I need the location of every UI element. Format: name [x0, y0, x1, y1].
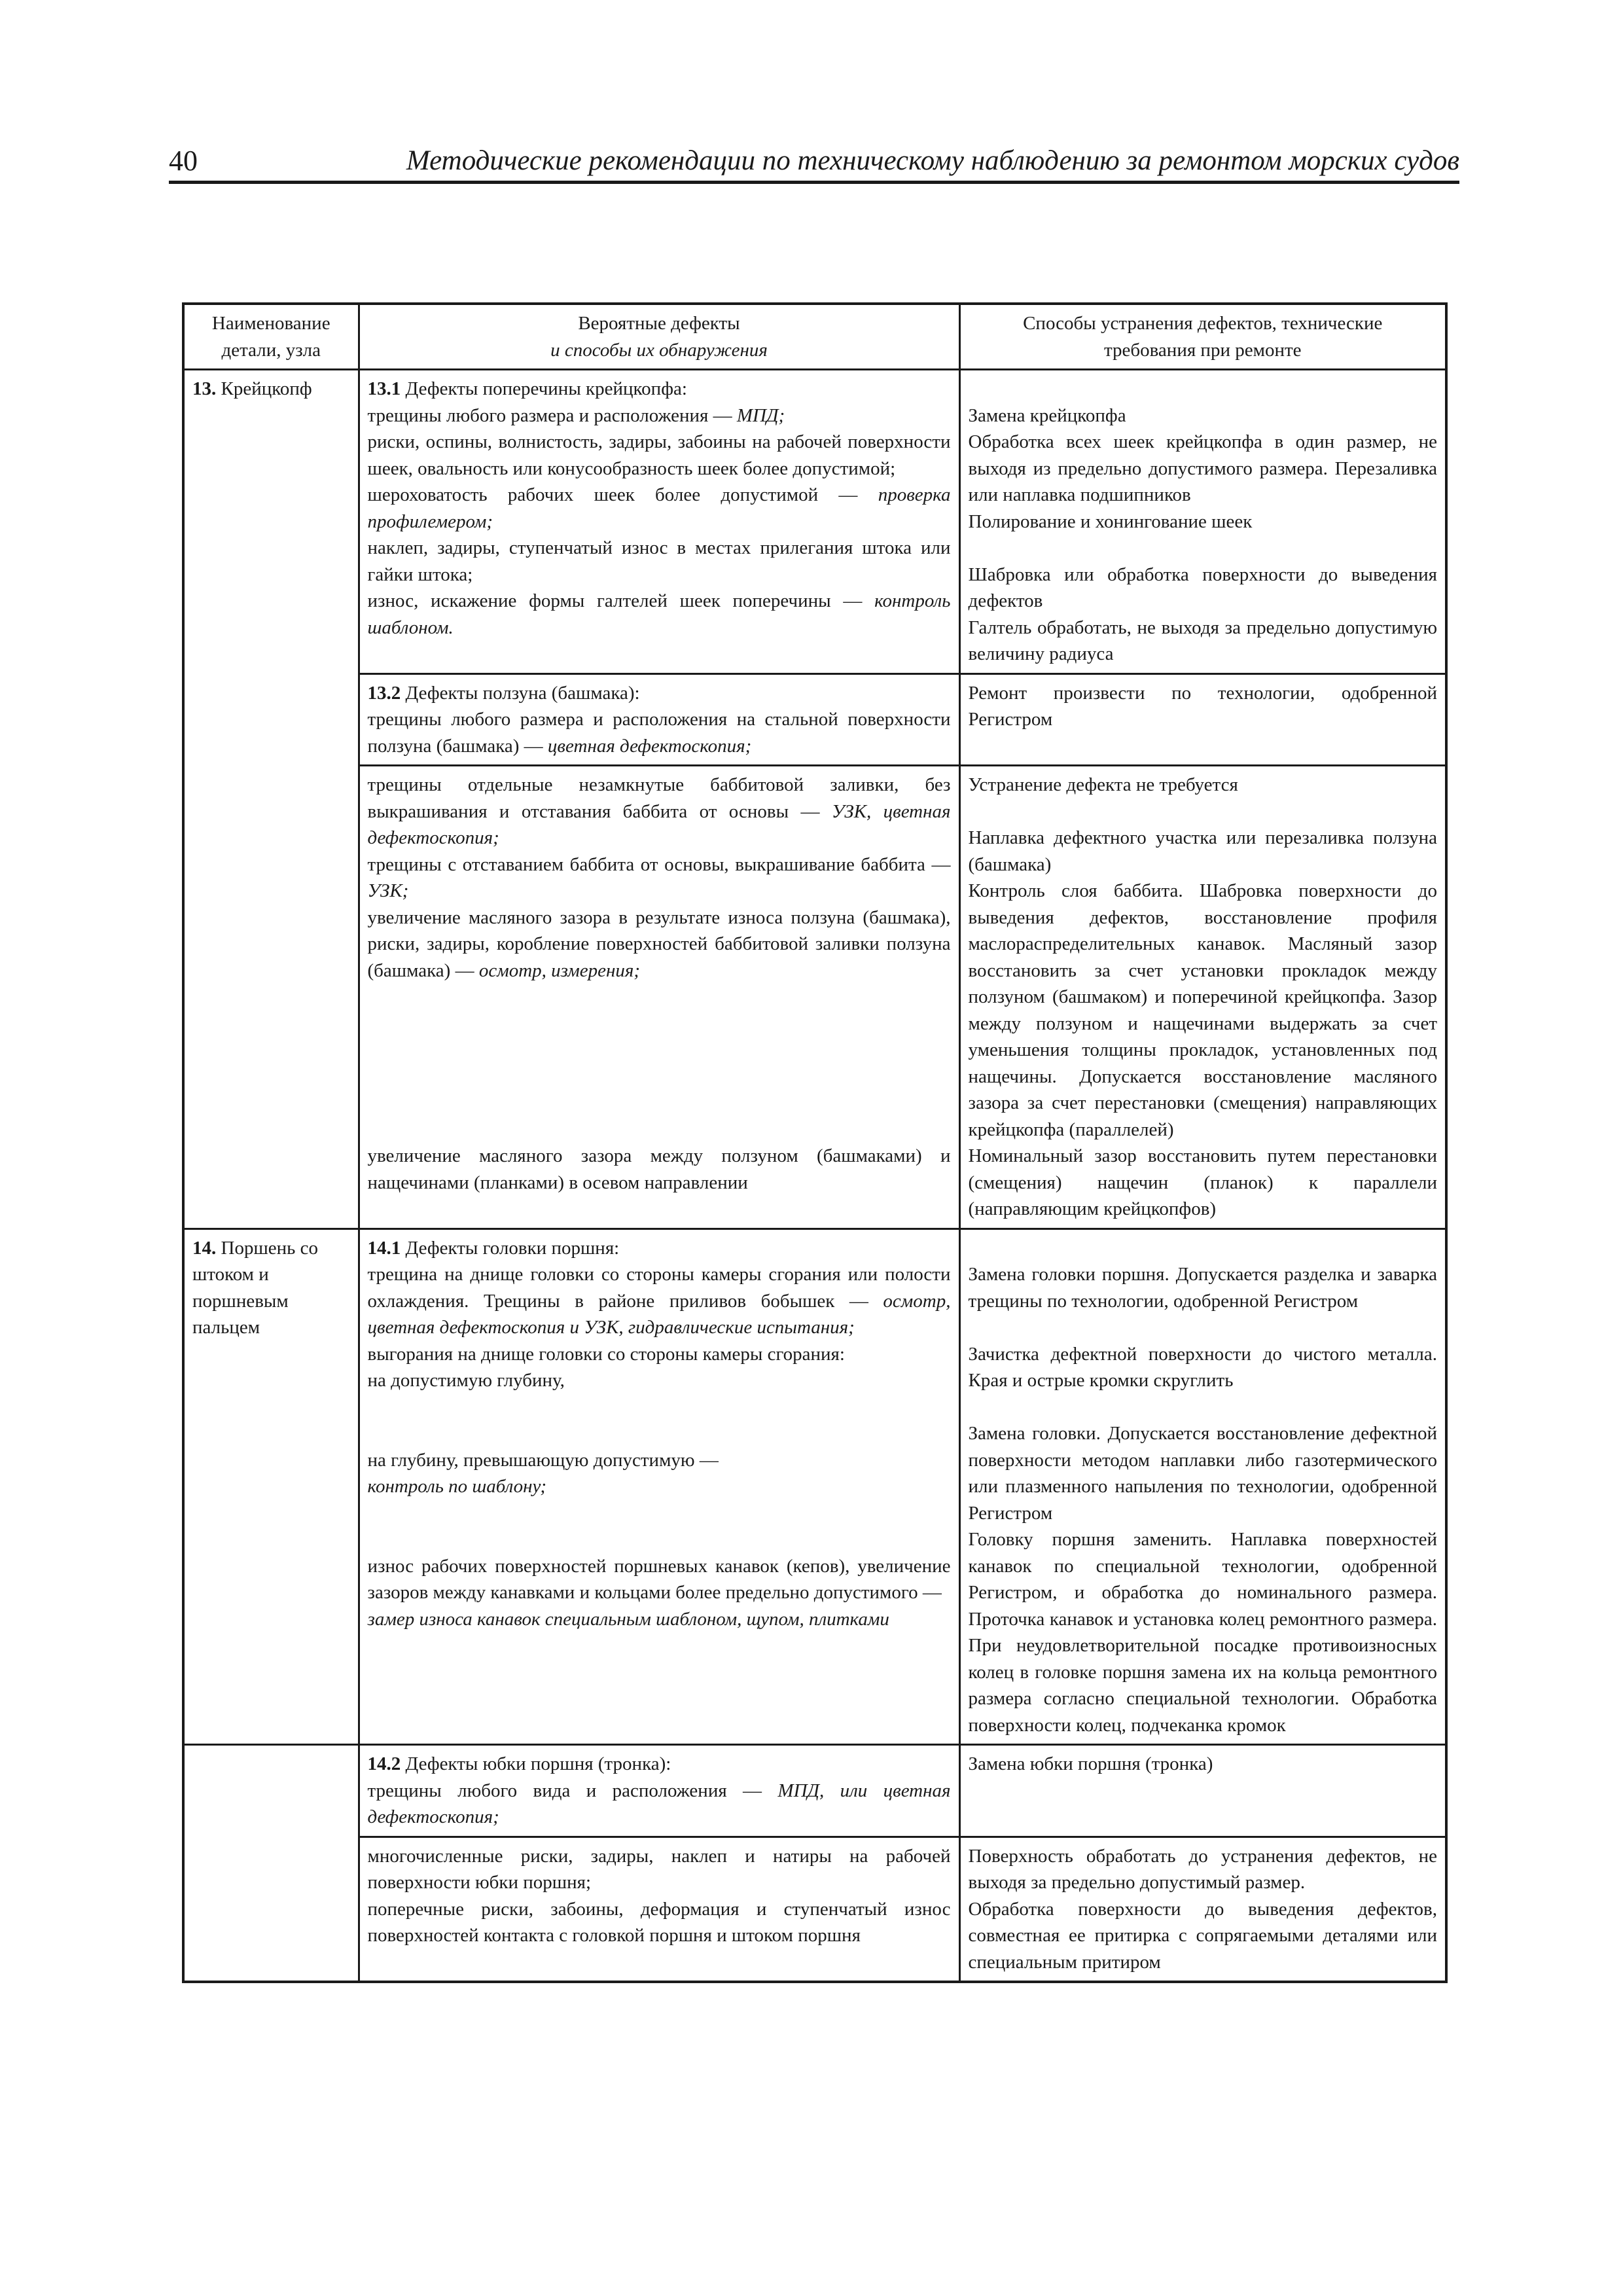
remedies-cell: [959, 1229, 1446, 1745]
remedy-item: Поверхность обработать до устранения дефектов, не выходя за предельно допустимый размер.: [968, 1845, 1437, 1893]
table-row: [183, 1229, 1446, 1745]
defect-item: наклеп, задиры, ступенчатый износ в местах прилегания штока или гайки штока;: [367, 537, 951, 585]
section-heading: 14.2 Дефекты юбки поршня (тронка):: [367, 1753, 671, 1774]
remedies-cell: [959, 673, 1446, 766]
remedies-cell: [959, 370, 1446, 674]
defect-item: трещина на днище головки со стороны камеры сгорания или полости охлаждения. Трещины в районе приливов бобышек — осмотр, цветная дефектоскопия и УЗК, гидравлические испытания;: [367, 1264, 951, 1338]
detection-method: осмотр, цветная дефектоскопия и УЗК, гидравлические испытания;: [367, 1290, 951, 1338]
running-title: Методические рекомендации по техническому наблюдению за ремонтом морских судов: [406, 145, 1459, 176]
defect-item: риски, оспины, волнистость, задиры, забоины на рабочей поверхности шеек, овальность или конусообразность шеек более допустимой;: [367, 431, 951, 479]
defect-item: трещины отдельные незамкнутые баббитовой заливки, без выкрашивания и отставания баббита от основы — УЗК, цветная дефектоскопия;: [367, 774, 951, 848]
header-remedies: [959, 304, 1446, 370]
defects-cell: [359, 766, 959, 1229]
remedies-cell: [959, 766, 1446, 1229]
defect-item: увеличение масляного зазора между ползуном (башмаками) и нащечинами (планками) в осевом направлении: [367, 1145, 951, 1193]
remedy-item: Обработка поверхности до выведения дефектов, совместная ее притирка с сопрягаемыми деталями или специальным притиром: [968, 1898, 1437, 1973]
section-number: 13.1: [367, 378, 401, 399]
remedy-item: Обработка всех шеек крейцкопфа в один размер, не выходя из предельно допустимого размера. Перезаливка или наплавка подшипников: [968, 431, 1437, 505]
section-number: 14.1: [367, 1237, 401, 1259]
page-number: 40: [169, 145, 198, 177]
defects-cell: [359, 1229, 959, 1745]
table-row: [183, 370, 1446, 674]
node-number: 13.: [192, 378, 217, 399]
remedy-item: Ремонт произвести по технологии, одобренной Регистром: [968, 682, 1437, 730]
node-number: 14.: [192, 1237, 217, 1259]
defects-cell: [359, 1837, 959, 1982]
defect-item: трещины любого вида и расположения — МПД, или цветная дефектоскопия;: [367, 1780, 951, 1827]
section-number: 13.2: [367, 682, 401, 704]
detection-method: цветная дефектоскопия;: [547, 735, 752, 757]
remedy-item: Номинальный зазор восстановить путем перестановки (смещения) нащечин (планок) к параллели (направляющим крейцкопфов): [968, 1145, 1437, 1219]
page-header: [169, 143, 1459, 184]
remedy-item: Замена крейцкопфа: [968, 404, 1126, 426]
header-part-name-line1: Наименование: [211, 313, 330, 334]
node-name: 14. Поршень со штоком и поршневым пальцем: [192, 1237, 319, 1338]
detection-method: МПД, или цветная дефектоскопия;: [367, 1780, 951, 1827]
detection-method: осмотр, измерения;: [478, 960, 641, 981]
remedy-item: Галтель обработать, не выходя за предельно допустимую величину радиуса: [968, 617, 1437, 664]
node-name: 13. Крейцкопф: [192, 378, 312, 399]
header-defects-line2: и способы их обнаружения: [550, 339, 768, 361]
table-row: [183, 1745, 1446, 1837]
defect-item: поперечные риски, забоины, деформация и ступенчатый износ поверхностей контакта с головкой поршня и штоком поршня: [367, 1898, 951, 1946]
defect-item: трещины любого размера и расположения — МПД;: [367, 404, 785, 426]
detection-method: замер износа канавок специальным шаблоном, щупом, плитками: [367, 1608, 889, 1630]
defect-item: на допустимую глубину,: [367, 1370, 565, 1391]
section-heading: 14.1 Дефекты головки поршня:: [367, 1237, 620, 1259]
detection-method: МПД;: [736, 404, 785, 426]
defects-cell: [359, 1745, 959, 1837]
header-remedies-line1: Способы устранения дефектов, технические: [1023, 313, 1383, 334]
defect-item: многочисленные риски, задиры, наклеп и натиры на рабочей поверхности юбки поршня;: [367, 1845, 951, 1893]
defect-item: трещины с отставанием баббита от основы, выкрашивание баббита — УЗК;: [367, 853, 951, 901]
defect-item: выгорания на днище головки со стороны камеры сгорания:: [367, 1343, 845, 1365]
table-header-row: [183, 304, 1446, 370]
remedy-item: Полирование и хонингование шеек: [968, 511, 1253, 532]
remedy-item: Замена юбки поршня (тронка): [968, 1753, 1213, 1774]
remedy-item: Головку поршня заменить. Наплавка поверхностей канавок по специальной технологии, одобренной Регистром, и обработка до номинального размера. Проточка канавок и установка колец ремонтного размера. При неудовлетворительной посадке противоизносных колец в головке поршня замена их на кольца ремонтного размера согласно специальной технологии. Обработка поверхности колец, подчеканка кромок: [968, 1529, 1437, 1736]
header-defects-line1: Вероятные дефекты: [578, 313, 740, 334]
detection-method: УЗК;: [367, 880, 409, 901]
remedy-item: Устранение дефекта не требуется: [968, 774, 1238, 795]
defects-cell: [359, 673, 959, 766]
defect-item: износ рабочих поверхностей поршневых канавок (кепов), увеличение зазоров между канавками и кольцами более предельно допустимого — замер износа канавок специальным шаблоном, щупом, плитками: [367, 1555, 951, 1630]
defects-table: [182, 302, 1448, 1983]
table-row: [183, 766, 1446, 1229]
header-part-name-line2: детали, узла: [221, 339, 321, 361]
remedy-item: Наплавка дефектного участка или перезаливка ползуна (башмака): [968, 827, 1437, 875]
node-cell-13: [183, 370, 359, 1229]
table-row: [183, 1837, 1446, 1982]
defect-item: шероховатость рабочих шеек более допустимой — проверка профилемером;: [367, 484, 951, 532]
table-row: [183, 673, 1446, 766]
node-cell-14-cont: [183, 1745, 359, 1982]
remedy-item: Зачистка дефектной поверхности до чистого металла. Края и острые кромки скруглить: [968, 1343, 1437, 1391]
section-number: 14.2: [367, 1753, 401, 1774]
header-part-name: [183, 304, 359, 370]
detection-method: контроль по шаблону;: [367, 1476, 546, 1497]
remedy-item: Шабровка или обработка поверхности до выведения дефектов: [968, 564, 1437, 611]
section-heading: 13.2 Дефекты ползуна (башмака):: [367, 682, 640, 704]
remedies-cell: [959, 1745, 1446, 1837]
header-remedies-line2: требования при ремонте: [1103, 339, 1302, 361]
detection-method: проверка профилемером;: [367, 484, 951, 532]
defect-item: на глубину, превышающую допустимую — контроль по шаблону;: [367, 1449, 719, 1497]
section-heading: 13.1 Дефекты поперечины крейцкопфа:: [367, 378, 687, 399]
node-cell-14: [183, 1229, 359, 1745]
header-defects: [359, 304, 959, 370]
defect-item: трещины любого размера и расположения на стальной поверхности ползуна (башмака) — цветная дефектоскопия;: [367, 709, 951, 757]
remedies-cell: [959, 1837, 1446, 1982]
defect-item: увеличение масляного зазора в результате износа ползуна (башмака), риски, задиры, коробление поверхностей баббитовой заливки ползуна (башмака) — осмотр, измерения;: [367, 906, 951, 981]
defects-cell: [359, 370, 959, 674]
remedy-item: Замена головки поршня. Допускается разделка и заварка трещины по технологии, одобренной Регистром: [968, 1264, 1437, 1312]
defect-item: износ, искажение формы галтелей шеек поперечины — контроль шаблоном.: [367, 590, 951, 638]
remedy-item: Замена головки. Допускается восстановление дефектной поверхности методом наплавки либо газотермического или плазменного напыления по технологии, одобренной Регистром: [968, 1423, 1437, 1524]
detection-method: контроль шаблоном.: [367, 590, 951, 638]
detection-method: УЗК, цветная дефектоскопия;: [367, 800, 951, 848]
remedy-item: Контроль слоя баббита. Шабровка поверхности до выведения дефектов, восстановление профиля маслораспределительных канавок. Масляный зазор восстановить за счет установки прокладок между ползуном (башмаком) и поперечиной крейцкопфа. Зазор между ползуном и нащечинами выдержать за счет уменьшения толщины прокладок, установленных под нащечины. Допускается восстановление масляного зазора за счет перестановки (смещения) направляющих крейцкопфа (параллелей): [968, 880, 1437, 1140]
